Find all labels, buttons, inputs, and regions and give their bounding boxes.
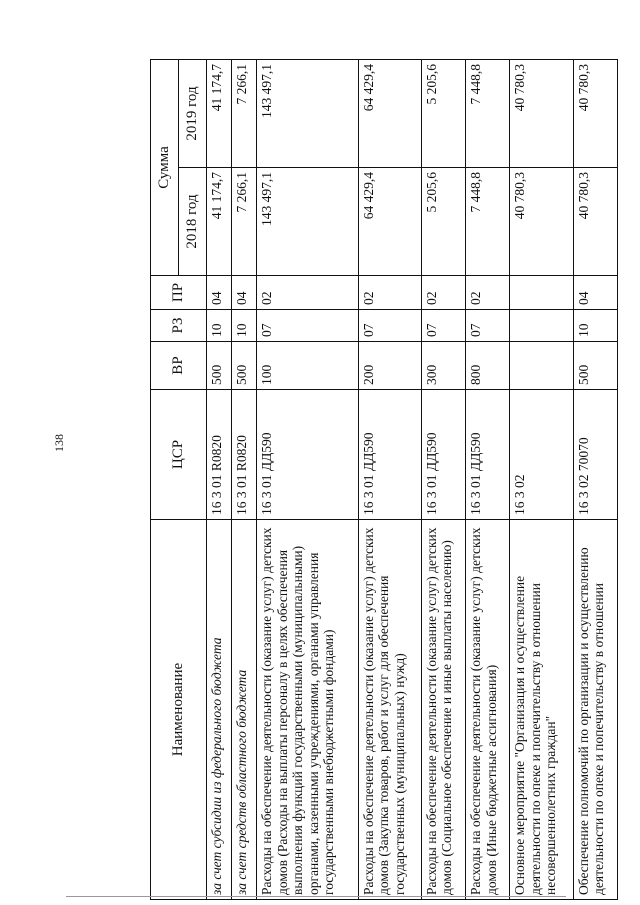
cell-csr: 16 3 01 ДД590 (257, 390, 358, 520)
budget-table-rotated (150, 60, 618, 900)
header-csr: ЦСР (151, 390, 207, 520)
cell-y2019: 7 448,8 (466, 59, 510, 167)
cell-pr: 04 (207, 276, 232, 310)
cell-y2018: 41 174,7 (207, 168, 232, 276)
cell-y2018: 40 780,3 (510, 168, 573, 276)
cell-csr: 16 3 01 R0820 (207, 390, 232, 520)
cell-csr: 16 3 01 ДД590 (466, 390, 510, 520)
table-row (207, 59, 232, 899)
cell-pr: 02 (358, 276, 421, 310)
cell-csr: 16 3 02 70070 (573, 390, 617, 520)
cell-rz: 10 (207, 310, 232, 342)
header-rz: РЗ (151, 310, 207, 342)
cell-vr: 500 (232, 342, 257, 390)
cell-y2019: 7 266,1 (232, 59, 257, 167)
cell-y2018: 40 780,3 (573, 168, 617, 276)
cell-y2018: 143 497,1 (257, 168, 358, 276)
cell-rz: 10 (232, 310, 257, 342)
cell-pr: 04 (232, 276, 257, 310)
cell-y2019: 5 205,6 (421, 59, 465, 167)
cell-vr: 100 (257, 342, 358, 390)
cell-csr: 16 3 02 (510, 390, 573, 520)
table-row (232, 59, 257, 899)
cell-csr: 16 3 01 ДД590 (358, 390, 421, 520)
cell-vr (510, 342, 573, 390)
cell-y2018: 64 429,4 (358, 168, 421, 276)
table-row (421, 59, 465, 899)
table-row (257, 59, 358, 899)
cell-y2018: 7 266,1 (232, 168, 257, 276)
cell-vr: 200 (358, 342, 421, 390)
cell-name: Расходы на обеспечение деятельности (оказание услуг) детских домов (Иные бюджетные ассигнования) (466, 520, 510, 900)
cell-rz: 07 (421, 310, 465, 342)
cell-name: Обеспечение полномочий по организации и осуществлению деятельности по опеке и попечительству в отношении (573, 520, 617, 900)
cell-pr (510, 276, 573, 310)
header-2018: 2018 год (179, 168, 207, 276)
cell-name: Расходы на обеспечение деятельности (оказание услуг) детских домов (Социальное обеспечение и иные выплаты населению) (421, 520, 465, 900)
cell-rz: 10 (573, 310, 617, 342)
cell-y2019: 40 780,3 (573, 59, 617, 167)
cell-rz: 07 (466, 310, 510, 342)
cell-pr: 02 (421, 276, 465, 310)
cell-name: за счет субсидии из федерального бюджета (207, 520, 232, 900)
cell-rz: 07 (358, 310, 421, 342)
cell-name: Расходы на обеспечение деятельности (оказание услуг) детских домов (Расходы на выплаты персоналу в целях обеспечения выполнения функций государственными (муниципальными) органами, казенными учреждениями, органами управления государственными внебюджетными фондами) (257, 520, 358, 900)
cell-y2019: 41 174,7 (207, 59, 232, 167)
cell-y2019: 40 780,3 (510, 59, 573, 167)
cell-rz (510, 310, 573, 342)
cell-csr: 16 3 01 R0820 (232, 390, 257, 520)
cell-name: за счет средств областного бюджета (232, 520, 257, 900)
cell-rz: 07 (257, 310, 358, 342)
cell-pr: 02 (466, 276, 510, 310)
cell-vr: 800 (466, 342, 510, 390)
page-number: 138 (52, 434, 66, 452)
header-vr: ВР (151, 342, 207, 390)
cell-pr: 04 (573, 276, 617, 310)
cell-y2018: 7 448,8 (466, 168, 510, 276)
header-2019: 2019 год (179, 59, 207, 167)
cell-name: Расходы на обеспечение деятельности (оказание услуг) детских домов (Закупка товаров, работ и услуг для обеспечения государственных (муниципальных) нужд) (358, 520, 421, 900)
header-name: Наименование (151, 520, 207, 900)
footer-rule (66, 896, 566, 897)
header-pr: ПР (151, 276, 207, 310)
table-row (573, 59, 617, 899)
cell-csr: 16 3 01 ДД590 (421, 390, 465, 520)
table-row (358, 59, 421, 899)
cell-pr: 02 (257, 276, 358, 310)
cell-vr: 500 (207, 342, 232, 390)
header-sum: Сумма (151, 59, 179, 275)
cell-vr: 300 (421, 342, 465, 390)
cell-name: Основное мероприятие "Организация и осуществление деятельности по опеке и попечительству в отношении несовершеннолетних граждан" (510, 520, 573, 900)
budget-table (150, 59, 618, 900)
table-row (466, 59, 510, 899)
cell-y2018: 5 205,6 (421, 168, 465, 276)
cell-y2019: 64 429,4 (358, 59, 421, 167)
table-row (510, 59, 573, 899)
cell-y2019: 143 497,1 (257, 59, 358, 167)
cell-vr: 500 (573, 342, 617, 390)
